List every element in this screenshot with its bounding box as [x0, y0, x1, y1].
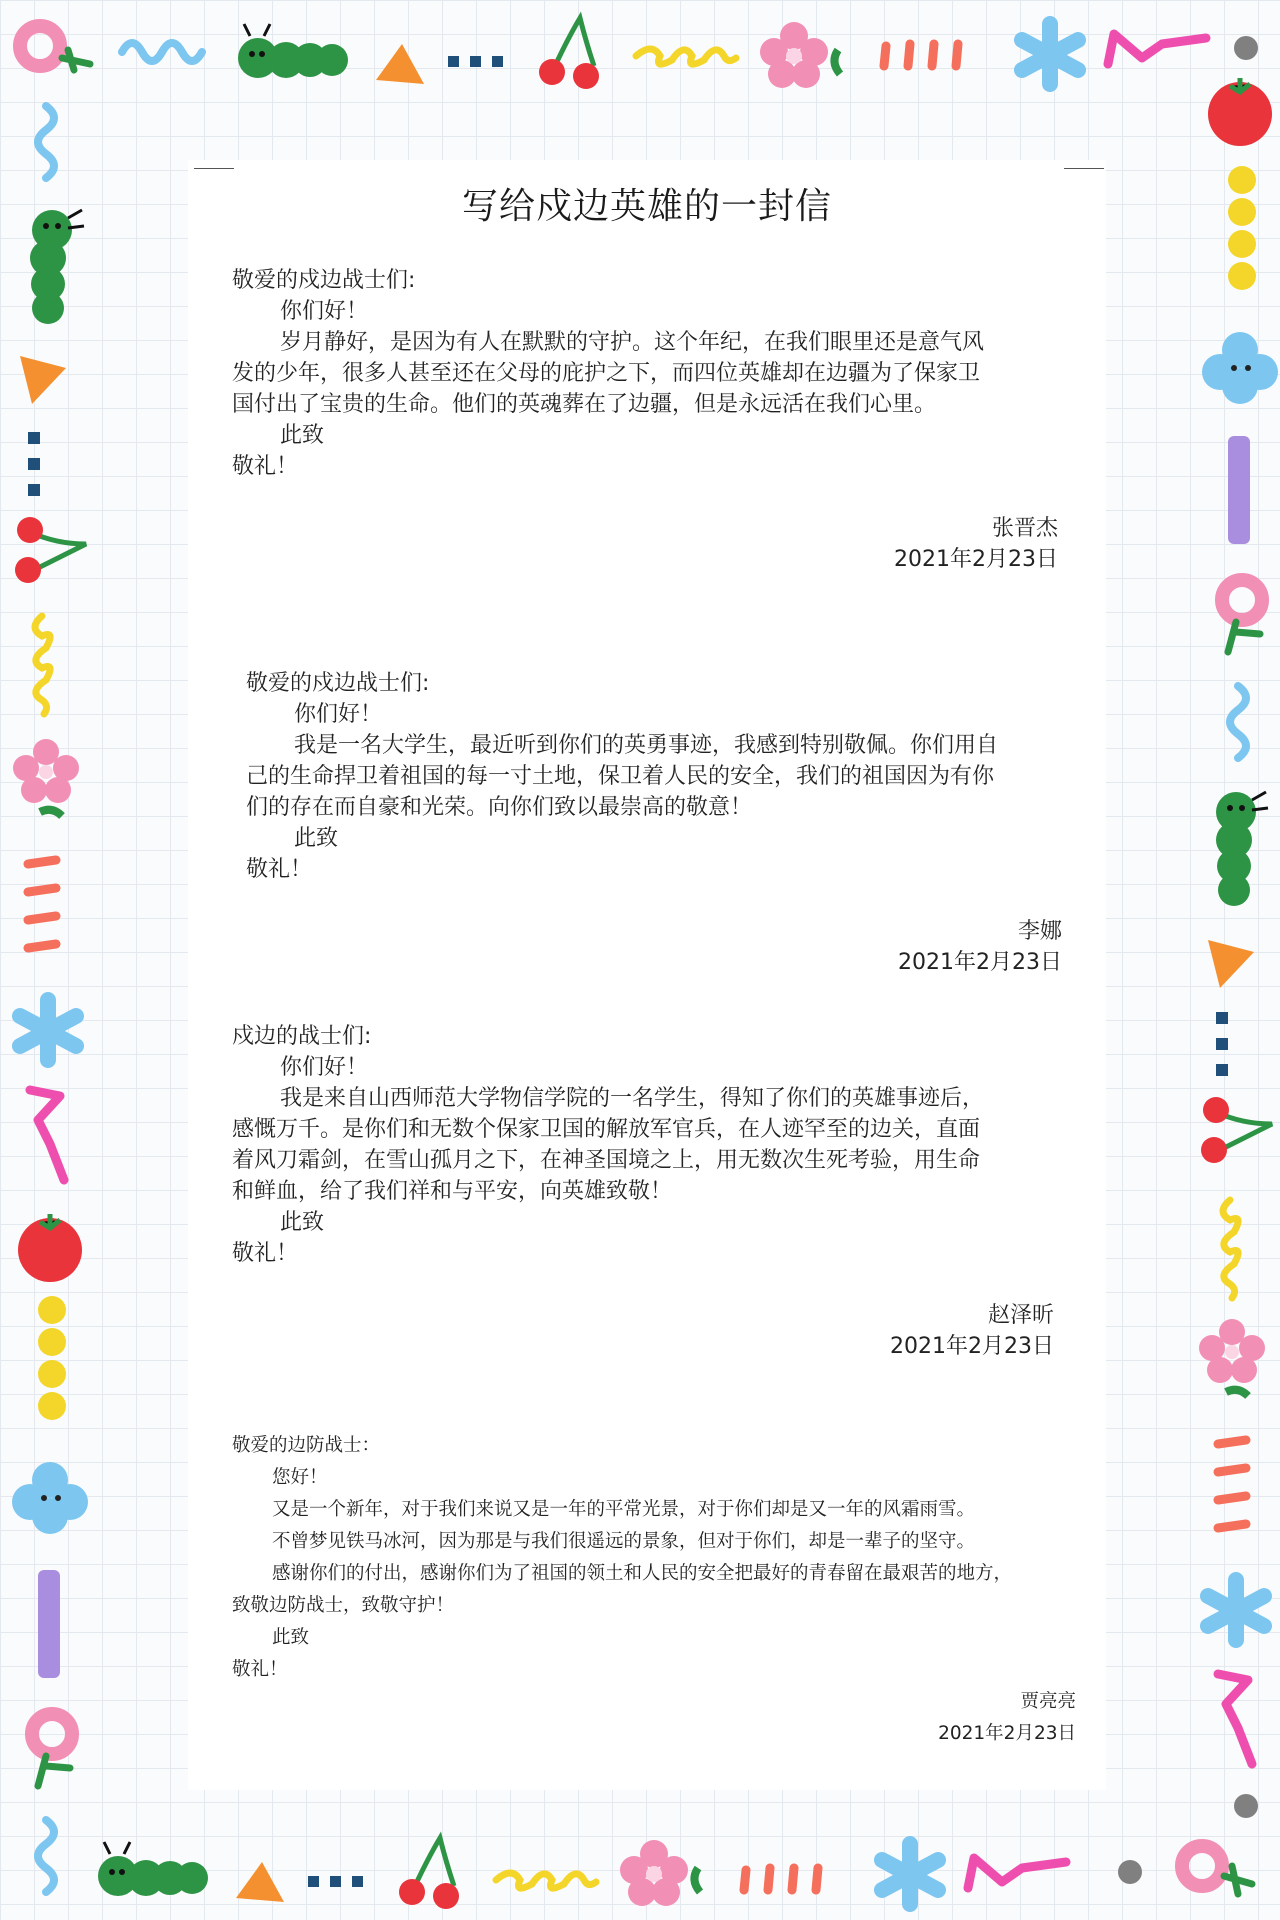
letter-salutation: 敬爱的戍边战士们: [232, 268, 416, 293]
yellow-squiggle-icon [492, 1860, 602, 1900]
cherry-icon [394, 1832, 474, 1912]
letter-signer: 张晋杰 [991, 516, 1058, 541]
letter-date: 2021年2月23日 [898, 950, 1062, 975]
magenta-zigzag-icon [20, 1080, 80, 1190]
letter-body-line: 们的存在而自豪和光荣。向你们致以最崇高的敬意！ [246, 795, 753, 820]
blue-cloud-icon [1204, 330, 1276, 410]
pink-ring-icon [1172, 1836, 1262, 1906]
letter-salutation: 敬爱的戍边战士们: [246, 671, 430, 696]
magenta-zigzag-icon [1208, 1664, 1268, 1774]
salmon-dashes-icon [20, 852, 70, 962]
letter-closing-2: 敬礼！ [246, 857, 313, 882]
letter-signer: 李娜 [1017, 919, 1062, 944]
orange-triangle-icon [1202, 934, 1262, 994]
pink-flower-icon [758, 16, 858, 96]
letter-body-line: 发的少年，很多人甚至还在父母的庇护之下，而四位英雄却在边疆为了保家卫 [232, 361, 981, 386]
letter-body-line: 我是来自山西师范大学物信学院的一名学生，得知了你们的英雄事迹后， [280, 1086, 985, 1111]
gray-dot-icon [1232, 34, 1262, 64]
cherry-icon [534, 12, 614, 92]
blue-star-icon [8, 990, 88, 1070]
letter-closing-2: 敬礼！ [232, 454, 299, 479]
gray-dot-icon [1116, 1858, 1146, 1888]
cherry-icon [1196, 1094, 1280, 1174]
yellow-squiggle-icon [18, 610, 68, 720]
letter-body-line: 和鲜血，给了我们祥和与平安，向英雄致敬！ [232, 1179, 673, 1204]
yellow-beads-icon [32, 1290, 72, 1440]
corner-mark-left [194, 168, 234, 169]
page-title: 写给戍边英雄的一封信 [461, 186, 832, 227]
pink-flower-icon [618, 1834, 718, 1914]
gray-dot-icon [1232, 1792, 1262, 1822]
pink-ring-icon [18, 1706, 88, 1796]
pink-ring-icon [1208, 572, 1278, 662]
navy-dots-icon [26, 430, 46, 510]
letter-body-line: 感慨万千。是你们和无数个保家卫国的解放军官兵，在人迹罕至的边关，直面 [232, 1117, 981, 1142]
yellow-beads-icon [1222, 160, 1262, 310]
navy-dots-icon [446, 54, 516, 74]
salmon-dashes-icon [736, 1860, 846, 1900]
salmon-dashes-icon [1210, 1432, 1260, 1542]
corner-mark-right [1064, 168, 1104, 169]
caterpillar-icon [1196, 786, 1276, 916]
letter-body-line: 我是一名大学生，最近听到你们的英勇事迹，我感到特别敬佩。你们用自 [294, 733, 999, 758]
pink-flower-icon [1196, 1318, 1276, 1418]
letter-closing-1: 此致 [280, 1210, 325, 1235]
letter-2 [246, 668, 1066, 978]
pink-ring-icon [12, 18, 102, 78]
letter-date: 2021年2月23日 [890, 1334, 1054, 1359]
orange-triangle-icon [232, 1856, 292, 1906]
letter-greeting: 你们好！ [280, 299, 369, 324]
letter-body-line: 己的生命捍卫着祖国的每一寸土地，保卫着人民的安全，我们的祖国因为有你 [246, 764, 995, 789]
letter-3 [232, 1021, 1058, 1362]
letter-body-line: 又是一个新年，对于我们来说又是一年的平常光景，对于你们却是又一年的风霜雨雪。 [272, 1499, 976, 1520]
navy-dots-icon [306, 1874, 376, 1894]
letter-body-line: 岁月静好，是因为有人在默默的守护。这个年纪，在我们眼里还是意气风 [280, 330, 985, 355]
letter-closing-2: 敬礼！ [232, 1659, 288, 1680]
caterpillar-icon [228, 18, 358, 88]
letter-date: 2021年2月23日 [938, 1723, 1076, 1744]
navy-dots-icon [1214, 1010, 1234, 1090]
cherry-icon [8, 514, 92, 594]
magenta-zigzag-icon [962, 1848, 1072, 1898]
letter-body-line: 着风刀霜剑，在雪山孤月之下，在神圣国境之上，用无数次生死考验，用生命 [232, 1148, 981, 1173]
letter-body-line: 致敬边防战士，致敬守护！ [232, 1595, 455, 1616]
letter-greeting: 您好！ [272, 1467, 328, 1488]
tomato-icon [10, 1206, 90, 1286]
caterpillar-icon [10, 204, 90, 334]
letter-greeting: 你们好！ [294, 702, 383, 727]
magenta-zigzag-icon [1102, 24, 1212, 74]
caterpillar-icon [88, 1836, 218, 1906]
letter-salutation: 敬爱的边防战士： [232, 1435, 381, 1456]
letter-salutation: 戍边的战士们: [232, 1024, 372, 1049]
blue-wave-icon [22, 1814, 72, 1914]
purple-bar-icon [1224, 432, 1254, 552]
salmon-dashes-icon [876, 36, 986, 76]
letter-signer: 贾亮亮 [1020, 1691, 1076, 1712]
blue-star-icon [1010, 14, 1090, 94]
letter-closing-1: 此致 [280, 423, 325, 448]
orange-triangle-icon [372, 38, 432, 88]
letter-greeting: 你们好！ [280, 1055, 369, 1080]
letter-body-line: 不曾梦见铁马冰河，因为那是与我们很遥远的景象，但对于你们，却是一辈子的坚守。 [272, 1531, 976, 1552]
blue-wave-icon [1214, 680, 1264, 780]
yellow-squiggle-icon [1206, 1194, 1256, 1304]
letter-closing-1: 此致 [272, 1627, 310, 1648]
blue-wave-icon [22, 100, 72, 200]
letter-1 [232, 265, 1062, 575]
letter-closing-1: 此致 [294, 826, 339, 851]
letter-date: 2021年2月23日 [894, 547, 1058, 572]
letter-closing-2: 敬礼！ [232, 1241, 299, 1266]
orange-triangle-icon [14, 350, 74, 410]
yellow-squiggle-icon [632, 36, 742, 76]
blue-star-icon [1196, 1570, 1276, 1650]
letter-signer: 赵泽昕 [987, 1303, 1054, 1328]
purple-bar-icon [34, 1566, 64, 1686]
blue-wave-icon [118, 30, 218, 70]
letter-4 [232, 1430, 1080, 1750]
pink-flower-icon [10, 738, 90, 838]
blue-star-icon [870, 1834, 950, 1914]
letter-body-line: 感谢你们的付出，感谢你们为了祖国的领土和人民的安全把最好的青春留在最艰苦的地方， [272, 1563, 1013, 1584]
blue-cloud-icon [14, 1460, 86, 1540]
tomato-icon [1200, 70, 1280, 150]
letter-body-line: 国付出了宝贵的生命。他们的英魂葬在了边疆，但是永远活在我们心里。 [232, 392, 937, 417]
